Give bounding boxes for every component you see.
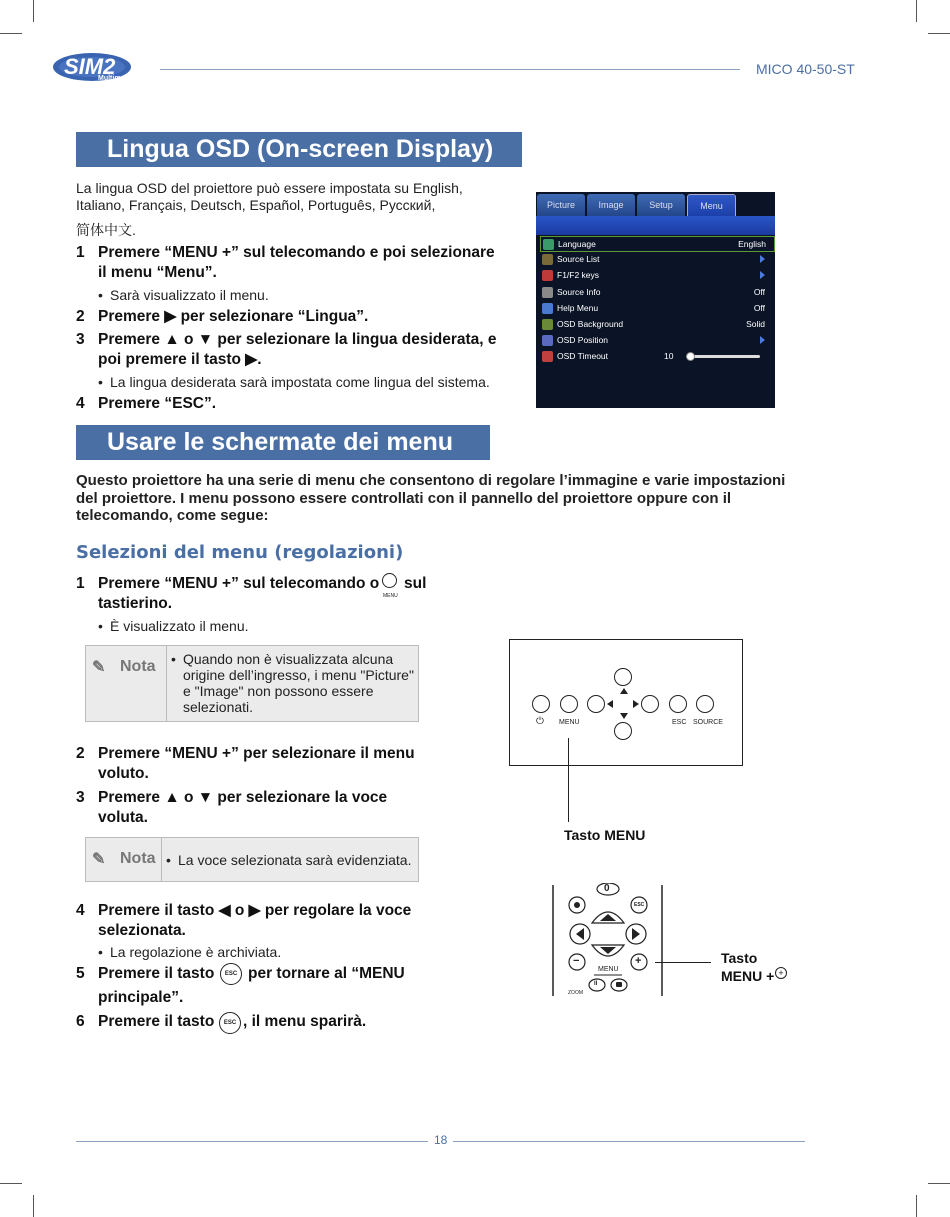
osd-row — [540, 268, 773, 282]
crop-mark — [0, 33, 22, 34]
osd-row-icon — [543, 239, 554, 250]
pencil-icon: ✎ — [92, 851, 106, 868]
callout-menu-plus: Tasto — [721, 950, 758, 966]
intro-line: 简体中文. — [76, 222, 136, 238]
step-text: Premere “ESC”. — [98, 395, 217, 412]
footer-rule — [76, 1141, 428, 1142]
source-label: SOURCE — [693, 719, 723, 726]
step-text: poi premere il tasto ▶. — [98, 351, 262, 368]
step-text: Premere il tasto — [98, 965, 215, 982]
s2-step-5: 5 Premere il tasto per tornare al “MENU principale”. — [76, 965, 405, 1006]
intro-line: Italiano, Français, Deutsch, Español, Português, Русский, — [76, 197, 436, 213]
remote-esc-label: ESC — [634, 902, 645, 908]
menu-key-icon — [382, 573, 397, 588]
bullet-text: Sarà visualizzato il menu. — [110, 287, 269, 303]
step-text: voluta. — [98, 809, 148, 826]
down-button-icon — [614, 722, 632, 740]
step-text: per tornare al “MENU — [248, 965, 405, 982]
right-arrow-icon — [633, 700, 639, 708]
menu-label: MENU — [559, 719, 580, 726]
step-text: voluto. — [98, 765, 149, 782]
remote-zero-label: 0 — [604, 883, 610, 894]
osd-row-value: English — [738, 239, 766, 249]
step-number: 4 — [76, 395, 85, 412]
osd-row-value: Solid — [746, 319, 765, 329]
step-text: tastierino. — [98, 595, 173, 612]
osd-row-icon — [542, 335, 553, 346]
note-label: Nota — [120, 658, 156, 675]
intro-bold-line: del proiettore. I menu possono essere controllati con il pannello del proiettore oppure con il — [76, 490, 732, 507]
crop-mark — [928, 1183, 950, 1184]
crop-mark — [0, 1183, 22, 1184]
up-arrow-icon — [620, 688, 628, 694]
osd-timeout-slider — [686, 355, 760, 358]
subsection-title: Selezioni del menu (regolazioni) — [76, 542, 404, 563]
esc-key-icon: ESC — [219, 1012, 241, 1034]
source-button-icon — [696, 695, 714, 713]
step-3 — [76, 330, 516, 370]
osd-row-icon — [542, 270, 553, 281]
intro-bold-line: Questo proiettore ha una serie di menu che consentono di regolare l’immagine e varie impostazioni — [76, 472, 786, 489]
note-label: Nota — [120, 850, 156, 867]
plus-key-icon: + — [775, 967, 787, 979]
note-separator — [166, 646, 167, 721]
s2-step-2: 2 Premere “MENU +” per selezionare il menu voluto. — [76, 745, 415, 782]
page-number: 18 — [434, 1133, 448, 1147]
crop-mark — [33, 0, 34, 22]
osd-row-label: OSD Position — [557, 335, 609, 346]
step-text: Premere “MENU +” per selezionare il menu — [98, 745, 415, 762]
s2-step-3: 3 Premere ▲ o ▼ per selezionare la voce voluta. — [76, 789, 388, 826]
left-button-icon — [587, 695, 605, 713]
keypad-panel-diagram — [509, 639, 743, 766]
osd-row — [540, 333, 773, 347]
osd-row-arrow-icon — [760, 271, 765, 279]
logo-sub: Multimedia — [98, 75, 135, 82]
bullet-text: La lingua desiderata sarà impostata come lingua del sistema. — [110, 374, 490, 390]
menu-button-icon — [560, 695, 578, 713]
esc-key-icon: ESC — [220, 963, 242, 985]
s2-step-6: 6 Premere il tasto , il menu sparirà. — [76, 1013, 367, 1030]
s2-step-4: 4 Premere il tasto ◀ o ▶ per regolare la voce selezionata. — [76, 902, 412, 939]
osd-slider-knob — [686, 352, 695, 361]
step-text: Premere il tasto ◀ o ▶ per regolare la voce — [98, 902, 412, 919]
note-text: e "Image" non possono essere — [183, 683, 374, 699]
footer-rule — [453, 1141, 805, 1142]
pause-icon: II — [594, 981, 598, 987]
osd-row-icon — [542, 319, 553, 330]
osd-row — [540, 317, 773, 331]
right-button-icon — [641, 695, 659, 713]
header-rule — [160, 69, 740, 70]
osd-row-value: Off — [753, 286, 765, 297]
osd-row — [540, 236, 775, 252]
plus-icon: + — [635, 955, 642, 967]
step-2 — [76, 307, 516, 327]
osd-row-label: Help Menu — [557, 302, 599, 313]
step-text: sul — [404, 575, 427, 592]
remote-zoom-label: ZOOM — [568, 990, 583, 996]
note-text: origine dell’ingresso, i menu "Picture" — [183, 667, 414, 683]
note-text: Quando non è visualizzata alcuna — [183, 651, 394, 667]
note-separator — [161, 838, 162, 881]
bullet-text: La regolazione è archiviata. — [110, 944, 282, 960]
intro-bold-line: telecomando, come segue: — [76, 507, 269, 524]
osd-row — [540, 301, 773, 315]
osd-tab-setup: Setup — [637, 194, 685, 216]
osd-row-label: Language — [558, 239, 596, 249]
callout-line — [655, 962, 711, 963]
step-text: Premere “MENU +” sul telecomando e poi selezionare — [98, 244, 495, 261]
callout-menu-plus: MENU + — [721, 968, 775, 984]
power-icon: ⏻ — [536, 716, 544, 727]
s2-step-1: 1 Premere “MENU +” sul telecomando o sul tastierino. — [76, 575, 427, 612]
osd-row-icon — [542, 287, 553, 298]
step-text: Premere il tasto — [98, 1013, 215, 1030]
osd-tab-image: Image — [587, 194, 635, 216]
crop-mark — [928, 33, 950, 34]
note-text: La voce selezionata sarà evidenziata. — [178, 852, 412, 868]
osd-row-label: OSD Timeout — [557, 351, 609, 362]
osd-row — [540, 252, 773, 266]
osd-row-label: F1/F2 keys — [557, 270, 600, 281]
note-box: ✎ Nota • Quando non è visualizzata alcuna origine dell’ingresso, i menu "Picture" e "Image" non possono essere selezionati. — [85, 645, 419, 722]
step-text: selezionata. — [98, 922, 186, 939]
osd-row — [540, 285, 773, 299]
note-box: ✎ Nota • La voce selezionata sarà evidenziata. — [85, 837, 419, 882]
osd-row-label: Source List — [557, 254, 600, 265]
osd-tab-picture: Picture — [537, 194, 585, 216]
osd-row-label: Source Info — [557, 286, 601, 297]
left-arrow-icon — [607, 700, 613, 708]
osd-row-label: OSD Background — [557, 319, 624, 329]
intro-line: La lingua OSD del proiettore può essere impostata su English, — [76, 180, 463, 196]
power-button-icon — [532, 695, 550, 713]
crop-mark — [916, 1195, 917, 1217]
step-text: Premere ▶ per selezionare “Lingua”. — [98, 308, 369, 325]
crop-mark — [916, 0, 917, 22]
model-name: MICO 40-50-ST — [756, 61, 855, 77]
step-number: 3 — [76, 331, 85, 348]
up-button-icon — [614, 668, 632, 686]
step-text: Premere “MENU +” sul telecomando o — [98, 575, 380, 592]
remote-diagram — [550, 883, 665, 997]
step-text: , il menu sparirà. — [243, 1013, 367, 1030]
bullet-text: È visualizzato il menu. — [110, 618, 249, 634]
minus-icon: − — [573, 955, 580, 967]
step-1 — [76, 243, 516, 283]
step-number: 2 — [76, 308, 85, 325]
logo-text: SIM2 — [64, 54, 116, 79]
section-title-lingua: Lingua OSD (On-screen Display) — [76, 132, 522, 167]
remote-menu-label: MENU — [598, 966, 619, 973]
osd-row-icon — [542, 254, 553, 265]
callout-menu: Tasto MENU — [564, 827, 646, 843]
step-text: Premere ▲ o ▼ per selezionare la lingua desiderata, e — [98, 331, 497, 348]
menu-key-label: MENU — [383, 593, 398, 599]
osd-tab-menu: Menu — [687, 194, 736, 218]
osd-header-bar — [536, 216, 775, 235]
osd-row-icon — [542, 303, 553, 314]
osd-menu-screenshot — [536, 192, 775, 408]
osd-row-value: Off — [753, 302, 765, 313]
step-number: 1 — [76, 244, 85, 261]
step-text: Premere ▲ o ▼ per selezionare la voce — [98, 789, 388, 806]
sim2-logo — [52, 47, 144, 83]
crop-mark — [33, 1195, 34, 1217]
osd-row-icon — [542, 351, 553, 362]
esc-button-icon — [669, 695, 687, 713]
pencil-icon: ✎ — [92, 659, 106, 676]
step-text: principale”. — [98, 989, 184, 1006]
osd-row — [540, 349, 773, 363]
down-arrow-icon — [620, 713, 628, 719]
step-text: il menu “Menu”. — [98, 264, 217, 281]
osd-row-arrow-icon — [760, 255, 765, 263]
osd-row-arrow-icon — [760, 336, 765, 344]
osd-timeout-value: 10 — [664, 351, 674, 362]
step-4 — [76, 394, 516, 414]
esc-label: ESC — [672, 719, 687, 726]
section-title-menu: Usare le schermate dei menu — [76, 425, 490, 460]
note-text: selezionati. — [183, 699, 254, 715]
callout-line — [568, 738, 569, 822]
